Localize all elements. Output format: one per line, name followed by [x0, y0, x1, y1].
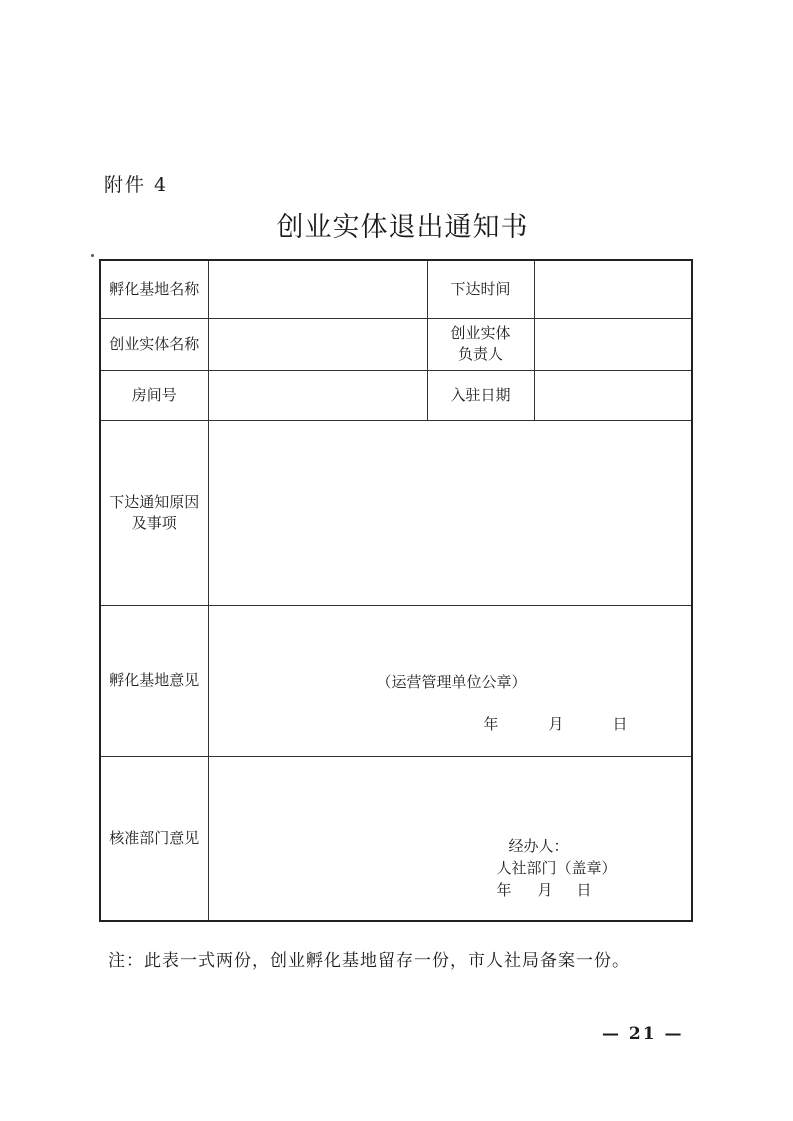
incubator-opinion-block — [209, 606, 692, 756]
incubator-name-field[interactable] — [208, 260, 427, 318]
incubator-name-label: 孵化基地名称 — [100, 260, 208, 318]
exit-notice-form — [99, 259, 693, 922]
reason-label-line2: 及事项 — [131, 513, 177, 532]
approval-opinion-label: 核准部门意见 — [100, 756, 208, 921]
entity-name-label: 创业实体名称 — [100, 318, 208, 370]
form-row-entity — [100, 318, 692, 370]
form-footnote: 注：此表一式两份，创业孵化基地留存一份，市人社局备案一份。 — [108, 951, 630, 971]
move-in-date-field[interactable] — [534, 370, 692, 420]
approval-opinion-field[interactable] — [208, 756, 692, 921]
room-number-field[interactable] — [208, 370, 427, 420]
handler-label: 经办人： — [508, 836, 569, 855]
reason-label — [100, 420, 208, 605]
issue-time-field[interactable] — [534, 260, 692, 318]
issue-time-label: 下达时间 — [427, 260, 534, 318]
scan-speck — [91, 254, 94, 257]
form-row-reason — [100, 420, 692, 605]
incubator-day-label: 日 — [612, 714, 628, 733]
approval-month-label: 月 — [537, 880, 553, 899]
room-number-label: 房间号 — [100, 370, 208, 420]
approver-block — [497, 835, 617, 901]
hr-dept-seal-label: 人社部门（盖章） — [496, 858, 617, 877]
form-row-room — [100, 370, 692, 420]
move-in-date-label: 入驻日期 — [427, 370, 534, 420]
entity-head-label — [427, 318, 534, 370]
approval-year-label: 年 — [496, 880, 512, 899]
attachment-label: 附件 4 — [104, 174, 169, 196]
approval-date-line — [497, 879, 617, 901]
approval-opinion-block — [209, 757, 692, 920]
form-row-incubator — [100, 260, 692, 318]
form-row-approval-opinion — [100, 756, 692, 921]
form-row-incubator-opinion — [100, 605, 692, 756]
entity-head-field[interactable] — [534, 318, 692, 370]
entity-head-label-line2: 负责人 — [457, 345, 503, 363]
incubator-month-label: 月 — [548, 714, 564, 733]
reason-field[interactable] — [208, 420, 692, 605]
entity-head-label-line1: 创业实体 — [450, 324, 511, 342]
entity-name-field[interactable] — [208, 318, 427, 370]
incubator-opinion-label: 孵化基地意见 — [100, 605, 208, 756]
document-title: 创业实体退出通知书 — [276, 212, 529, 243]
incubator-year-label: 年 — [483, 714, 499, 733]
incubator-opinion-field[interactable] — [208, 605, 692, 756]
reason-label-line1: 下达通知原因 — [109, 492, 200, 511]
official-seal-note: （运营管理单位公章） — [376, 672, 527, 691]
approval-day-label: 日 — [576, 880, 592, 899]
page-number: — 21 — — [602, 1024, 684, 1044]
